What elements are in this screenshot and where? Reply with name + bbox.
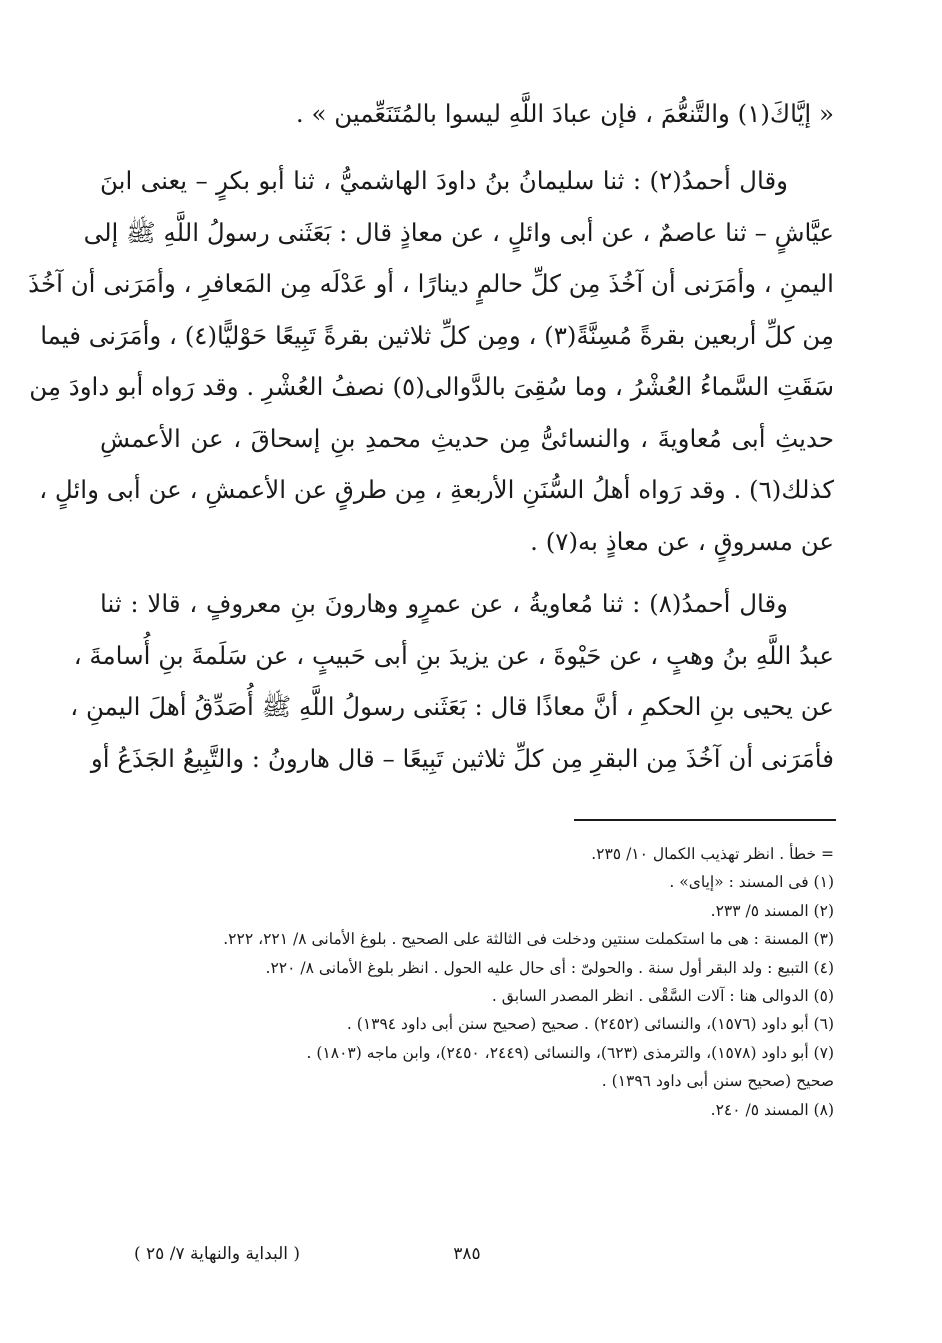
page-number: ٣٨٥ bbox=[453, 1244, 481, 1264]
text-line: « إيَّاكَ(١) والتَّنعُّمَ ، فإن عبادَ اللَّهِ ليسوا بالمُتَنَعِّمين » . bbox=[295, 99, 834, 128]
footnote: (٨) المسند ٥/ ٢٤٠. bbox=[710, 1100, 834, 1119]
footnote: (٧) أبو داود (١٥٧٨)، والترمذى (٦٢٣)، والنسائى (٢٤٤٩، ٢٤٥٠)، وابن ماجه (١٨٠٣) . bbox=[306, 1043, 834, 1062]
footnote: = خطأ . انظر تهذيب الكمال ١٠/ ٢٣٥. bbox=[591, 845, 834, 863]
footnote: (١) فى المسند : «إياى» . bbox=[669, 873, 834, 892]
text-line: مِن كلِّ أربعين بقرةً مُسِنَّةً(٣) ، ومِن كلِّ ثلاثين بقرةً تَبِيعًا حَوْليًّا(٤) ، وأمَرَنى فيما bbox=[40, 320, 834, 350]
footnote: (٥) الدوالى هنا : آلات السَّقْى . انظر المصدر السابق . bbox=[491, 987, 834, 1006]
paragraph-hadith-ahmad-2 bbox=[70, 578, 834, 784]
text-line: فأمَرَنى أن آخُذَ مِن البقرِ مِن كلِّ ثلاثين تَبِيعًا – قال هارونُ : والتَّبِيعُ الجَذَعُ أو bbox=[90, 743, 834, 773]
paragraph-hadith-ahmad-1 bbox=[28, 155, 834, 567]
text-line: عيَّاشٍ – ثنا عاصمٌ ، عن أبى وائلٍ ، عن معاذٍ قال : بَعَثَنى رسولُ اللَّهِ ﷺ إلى bbox=[83, 217, 834, 247]
footnote: صحيح (صحيح سنن أبى داود ١٣٩٦) . bbox=[601, 1072, 834, 1091]
text-line: عن مسروقٍ ، عن معاذٍ به(٧) . bbox=[530, 526, 834, 556]
footnote: (٤) التبيع : ولد البقر أول سنة . والحولىّ : أى حال عليه الحول . انظر بلوغ الأمانى ٨/ ٢٢٠. bbox=[265, 958, 834, 977]
page-footer bbox=[100, 1244, 834, 1274]
paragraph-continuation bbox=[100, 88, 834, 140]
text-line: اليمنِ ، وأمَرَنى أن آخُذَ مِن كلِّ حالمٍ دينارًا ، أو عَدْلَه مِن المَعافرِ ، وأمَرَنى أن آخُذَ bbox=[28, 269, 834, 298]
text-line: كذلك(٦) . وقد رَواه أهلُ السُّنَنِ الأربعةِ ، مِن طرقٍ عن الأعمشِ ، عن أبى وائلٍ ، bbox=[39, 475, 834, 504]
running-title: ( البداية والنهاية ٧/ ٢٥ ) bbox=[134, 1244, 301, 1264]
footnotes bbox=[100, 840, 834, 1124]
footnote-separator bbox=[574, 819, 836, 821]
text-line: سَقَتِ السَّماءُ العُشْرُ ، وما سُقِىَ بالدَّوالى(٥) نصفُ العُشْرِ . وقد رَواه أبو داودَ مِن bbox=[29, 372, 834, 401]
text-line: عبدُ اللَّهِ بنُ وهبٍ ، عن حَيْوةَ ، عن يزيدَ بنِ أبى حَبيبٍ ، عن سَلَمةَ بنِ أُسامةَ ، bbox=[73, 640, 834, 670]
footnote: (٣) المسنة : هى ما استكملت سنتين ودخلت فى الثالثة على الصحيح . بلوغ الأمانى ٨/ ٢٢١، ٢٢٢. bbox=[223, 930, 834, 949]
text-line: وقال أحمدُ(٢) : ثنا سليمانُ بنُ داودَ الهاشميُّ ، ثنا أبو بكرٍ – يعنى ابنَ bbox=[100, 166, 788, 195]
text-line: وقال أحمدُ(٨) : ثنا مُعاويةُ ، عن عمرٍو وهارونَ بنِ معروفٍ ، قالا : ثنا bbox=[100, 589, 788, 618]
text-line: عن يحيى بنِ الحكمِ ، أنَّ معاذًا قال : بَعَثَنى رسولُ اللَّهِ ﷺ أُصَدِّقُ أهلَ اليمنِ ، bbox=[70, 692, 834, 721]
footnote: (٦) أبو داود (١٥٧٦)، والنسائى (٢٤٥٢) . صحيح (صحيح سنن أبى داود ١٣٩٤) . bbox=[346, 1015, 834, 1034]
footnote: (٢) المسند ٥/ ٢٣٣. bbox=[710, 901, 834, 920]
text-line: حديثِ أبى مُعاويةَ ، والنسائىُّ مِن حديثِ محمدِ بنِ إسحاقَ ، عن الأعمشِ bbox=[100, 423, 834, 453]
